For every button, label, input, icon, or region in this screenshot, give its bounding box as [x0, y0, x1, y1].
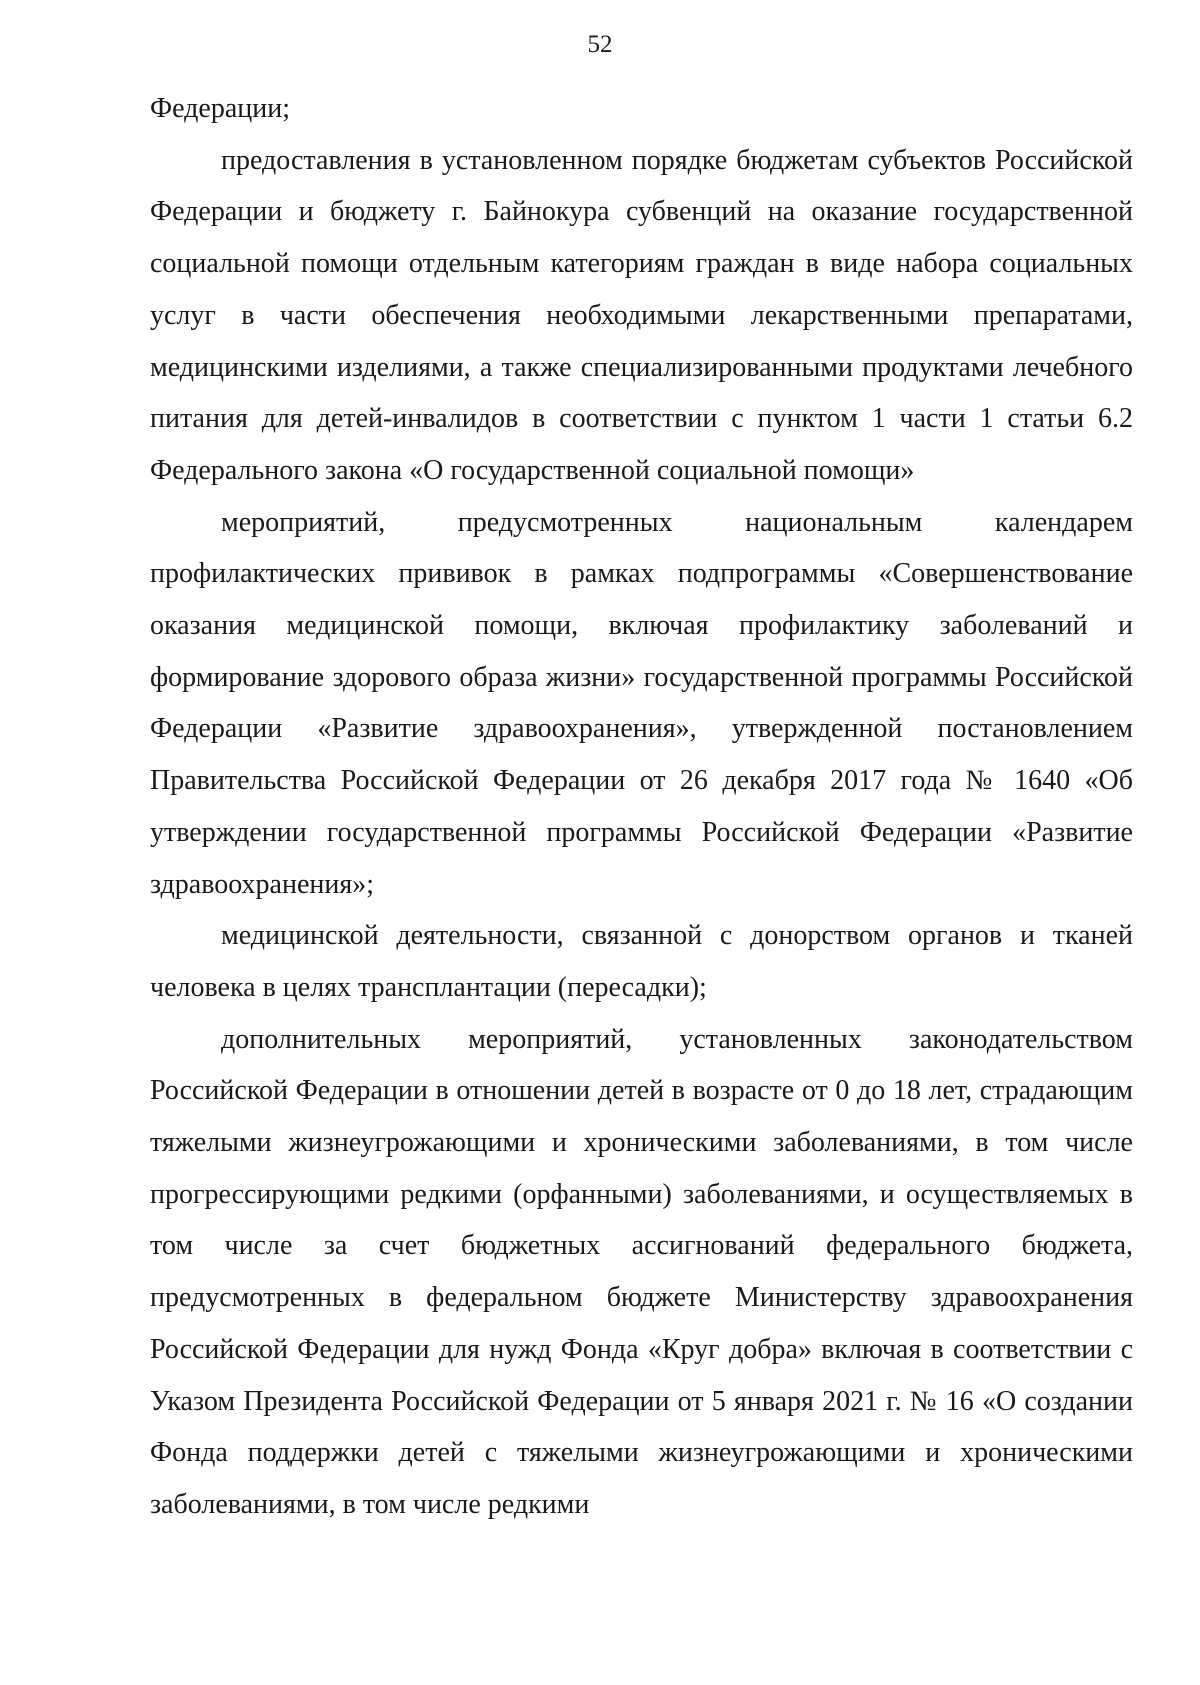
paragraph-5: дополнительных мероприятий, установленных законодательством Российской Федерации в отношении детей в возрасте от 0 до 18 лет, страдающим тяжелыми жизнеугрожающими и хроническими заболеваниями, в том числе прогрессирующими редкими (орфанными) заболеваниями, и осуществляемых в том числе за счет бюджетных ассигнований федерального бюджета, предусмотренных в федеральном бюджете Министерству здравоохранения Российской Федерации для нужд Фонда «Круг добра» включая в соответствии с Указом Президента Российской Федерации от 5 января 2021 г. № 16 «О создании Фонда поддержки детей с тяжелыми жизнеугрожающими и хроническими заболеваниями, в том числе редкими	[150, 1023, 1133, 1520]
paragraph-2: предоставления в установленном порядке бюджетам субъектов Российской Федерации и бюджету г. Байнокура субвенций на оказание государственной социальной помощи отдельным категориям граждан в виде набора социальных услуг в части обеспечения необходимыми лекарственными препаратами, медицинскими изделиями, а также специализированными продуктами лечебного питания для детей-инвалидов в соответствии с пунктом 1 части 1 статьи 6.2 Федерального закона «О государственной социальной помощи»	[150, 144, 1133, 486]
paragraph-4: медицинской деятельности, связанной с донорством органов и тканей человека в целях трансплантации (пересадки);	[150, 920, 1133, 1003]
paragraph-1: Федерации;	[150, 93, 291, 124]
document-body	[150, 83, 1133, 1531]
paragraph-3: мероприятий, предусмотренных национальным календарем профилактических прививок в рамках подпрограммы «Совершенствование оказания медицинской помощи, включая профилактику заболеваний и формирование здорового образа жизни» государственной программы Российской Федерации «Развитие здравоохранения», утвержденной постановлением Правительства Российской Федерации от 26 декабря 2017 года № 1640 «Об утверждении государственной программы Российской Федерации «Развитие здравоохранения»;	[150, 506, 1133, 900]
page-number: 52	[587, 31, 613, 58]
